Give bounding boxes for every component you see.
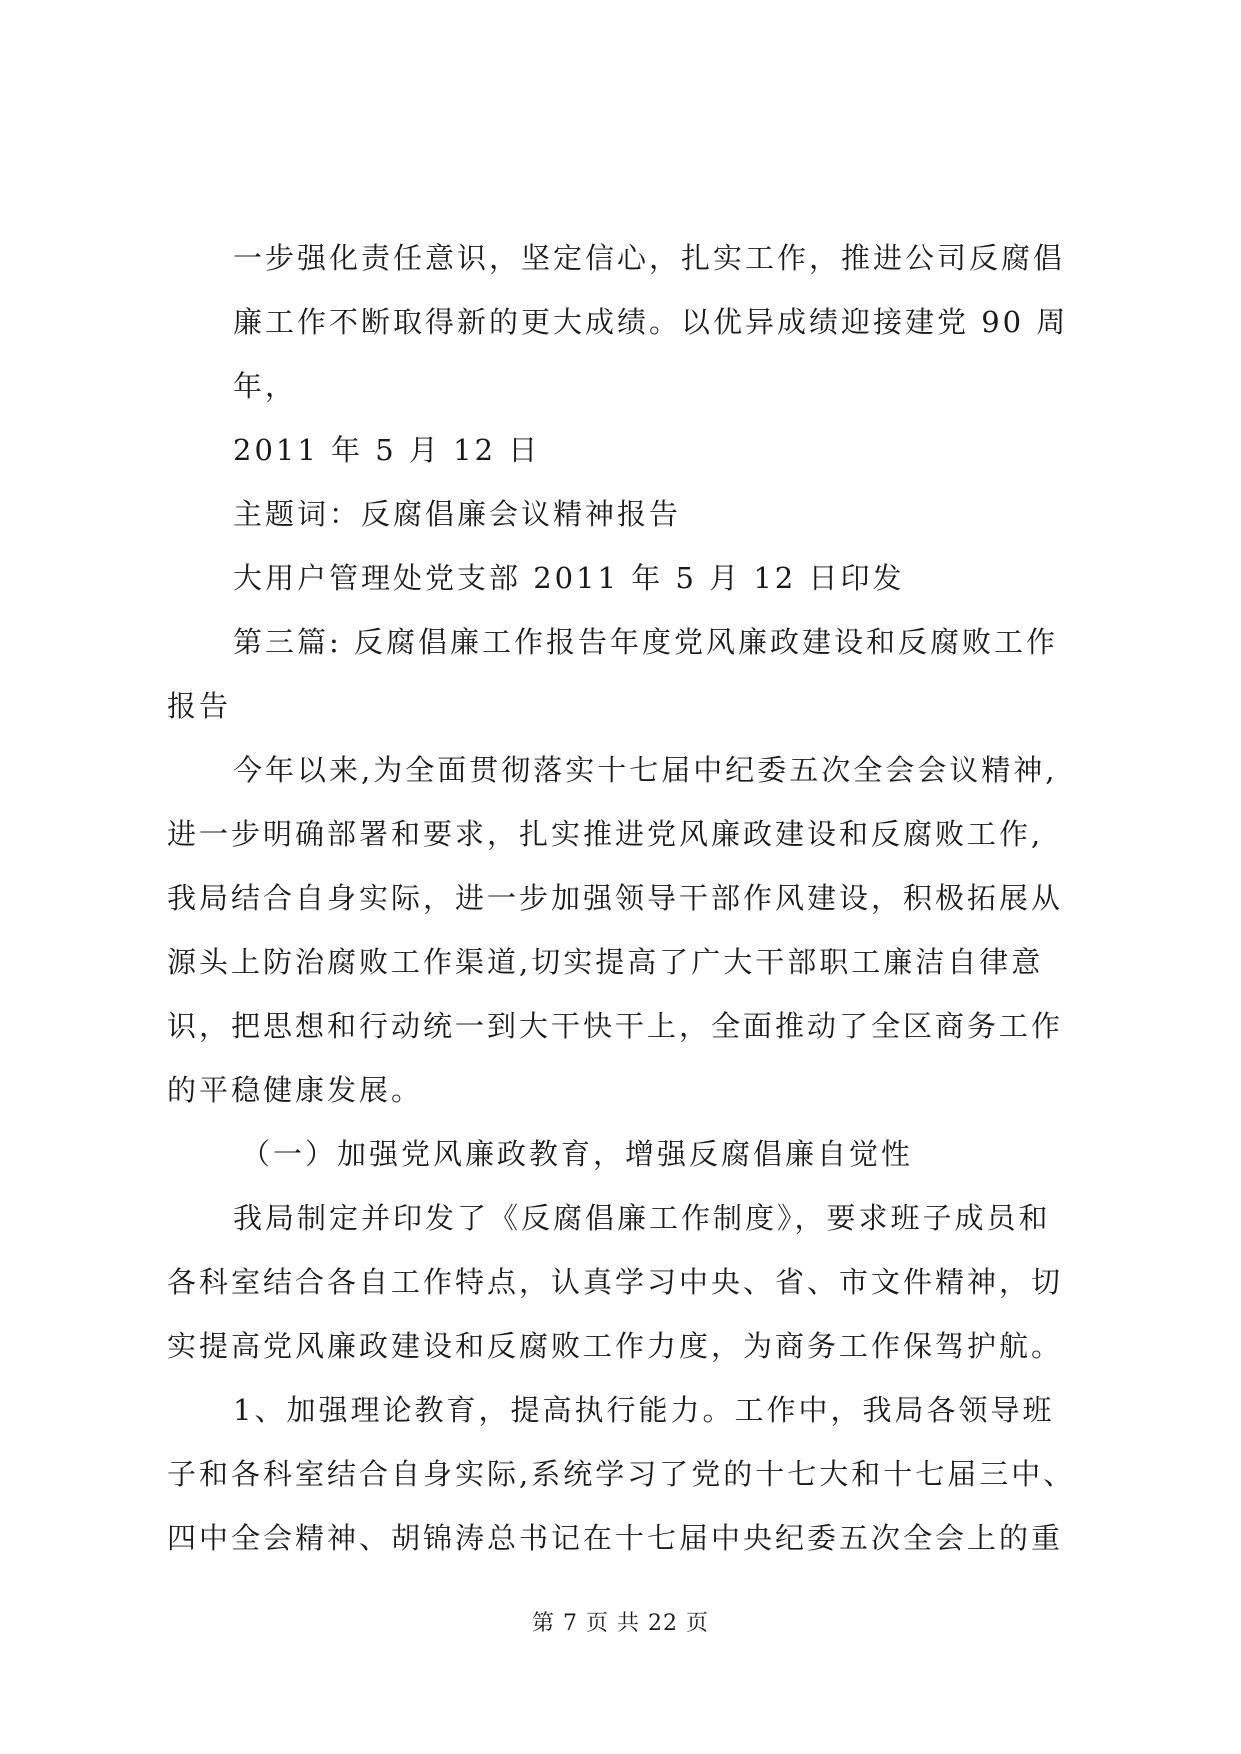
text-line: 四中全会精神、胡锦涛总书记在十七届中央纪委五次全会上的重 bbox=[167, 1521, 1064, 1555]
text-line: 子和各科室结合自身实际,系统学习了党的十七大和十七届三中、 bbox=[167, 1457, 1076, 1491]
subject-words-line: 主题词：反腐倡廉会议精神报告 bbox=[233, 497, 682, 531]
page-number: 第 7 页 共 22 页 bbox=[532, 1611, 709, 1636]
text-line: 1、加强理论教育，提高执行能力。工作中，我局各领导班 bbox=[233, 1393, 1055, 1427]
date-line: 2011 年 5 月 12 日 bbox=[233, 433, 541, 467]
section-heading: 第三篇: 反腐倡廉工作报告年度党风廉政建设和反腐败工作 bbox=[233, 625, 1058, 659]
text-line: 我局结合自身实际，进一步加强领导干部作风建设，积极拓展从 bbox=[167, 881, 1064, 915]
text-line: 年， bbox=[233, 369, 298, 403]
document-body bbox=[167, 226, 1087, 1570]
text-line: 进一步明确部署和要求，扎实推进党风廉政建设和反腐败工作, bbox=[167, 817, 1044, 851]
text-line: 一步强化责任意识，坚定信心，扎实工作，推进公司反腐倡 bbox=[233, 241, 1066, 275]
issuer-line: 大用户管理处党支部 2011 年 5 月 12 日印发 bbox=[233, 561, 905, 595]
text-line: 各科室结合各自工作特点，认真学习中央、省、市文件精神，切 bbox=[167, 1265, 1064, 1299]
text-line: 的平稳健康发展。 bbox=[167, 1073, 424, 1107]
text-line: 源头上防治腐败工作渠道,切实提高了广大干部职工廉洁自律意 bbox=[167, 945, 1044, 979]
text-line: 廉工作不断取得新的更大成绩。以优异成绩迎接建党 90 周 bbox=[233, 305, 1069, 339]
text-line: 识，把思想和行动统一到大干快干上，全面推动了全区商务工作 bbox=[167, 1009, 1064, 1043]
page-footer bbox=[0, 1606, 1241, 1637]
text-line: 今年以来,为全面贯彻落实十七届中纪委五次全会会议精神, bbox=[233, 753, 1058, 787]
section-heading-continued: 报告 bbox=[167, 689, 232, 723]
text-line: 我局制定并印发了《反腐倡廉工作制度》，要求班子成员和 bbox=[233, 1201, 1051, 1235]
subsection-heading: （一）加强党风廉政教育，增强反腐倡廉自觉性 bbox=[241, 1137, 914, 1171]
text-line: 实提高党风廉政建设和反腐败工作力度，为商务工作保驾护航。 bbox=[167, 1329, 1064, 1363]
